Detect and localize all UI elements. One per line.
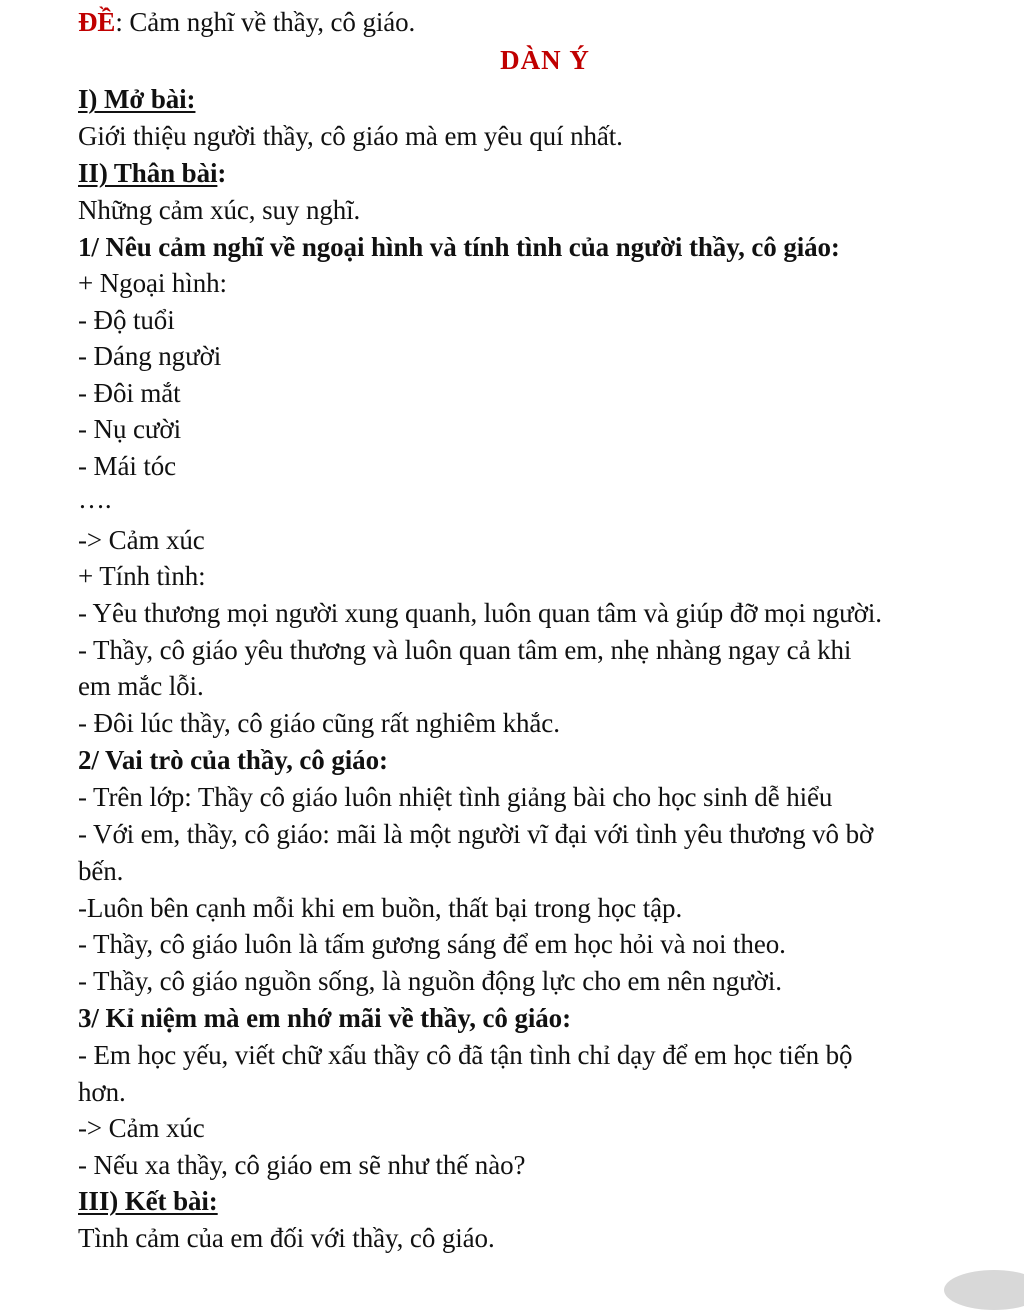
tinh-tinh-line-2: - Thầy, cô giáo yêu thương và luôn quan tâm em, nhẹ nhàng ngay cả khi	[78, 635, 852, 665]
corner-shadow	[944, 1270, 1024, 1310]
mo-bai-text: Giới thiệu người thầy, cô giáo mà em yêu quí nhất.	[78, 121, 623, 151]
vai-tro-line-2: - Với em, thầy, cô giáo: mãi là một người vĩ đại với tình yêu thương vô bờ	[78, 819, 874, 849]
than-bai-heading-text: II) Thân bài	[78, 158, 218, 188]
assignment-topic: : Cảm nghĩ về thầy, cô giáo.	[115, 7, 416, 37]
than-bai-heading	[78, 157, 226, 189]
list-item: - Độ tuổi	[78, 305, 175, 335]
vai-tro-line-2-cont: bến.	[78, 856, 124, 886]
ki-niem-line-1: - Em học yếu, viết chữ xấu thầy cô đã tận tình chỉ dạy để em học tiến bộ	[78, 1040, 853, 1070]
section-2-heading: 2/ Vai trò của thầy, cô giáo:	[78, 745, 388, 775]
vai-tro-line-4: - Thầy, cô giáo luôn là tấm gương sáng để em học hỏi và noi theo.	[78, 929, 786, 959]
vai-tro-line-5: - Thầy, cô giáo nguồn sống, là nguồn động lực cho em nên người.	[78, 966, 782, 996]
outline-title: DÀN Ý	[500, 45, 590, 75]
assignment-line	[78, 6, 415, 38]
ellipsis: ….	[78, 484, 112, 514]
ki-niem-line-1-cont: hơn.	[78, 1077, 126, 1107]
cam-xuc-2: -> Cảm xúc	[78, 1113, 205, 1143]
tinh-tinh-line-2-cont: em mắc lỗi.	[78, 671, 204, 701]
than-bai-intro: Những cảm xúc, suy nghĩ.	[78, 195, 361, 225]
list-item: - Mái tóc	[78, 451, 177, 481]
cam-xuc-1: -> Cảm xúc	[78, 525, 205, 555]
tinh-tinh-line-3: - Đôi lúc thầy, cô giáo cũng rất nghiêm khắc.	[78, 708, 560, 738]
vai-tro-line-1: - Trên lớp: Thầy cô giáo luôn nhiệt tình giảng bài cho học sinh dễ hiểu	[78, 782, 833, 812]
vai-tro-line-3: -Luôn bên cạnh mỗi khi em buồn, thất bại trong học tập.	[78, 893, 683, 923]
tinh-tinh-label: + Tính tình:	[78, 561, 206, 591]
list-item: - Đôi mắt	[78, 378, 181, 408]
section-1-heading: 1/ Nêu cảm nghĩ về ngoại hình và tính tình của người thầy, cô giáo:	[78, 232, 840, 262]
ngoai-hinh-label: + Ngoại hình:	[78, 268, 227, 298]
list-item: - Nụ cười	[78, 414, 181, 444]
list-item: - Dáng người	[78, 341, 222, 371]
ket-bai-heading: III) Kết bài:	[78, 1186, 218, 1216]
ket-bai-text: Tình cảm của em đối với thầy, cô giáo.	[78, 1223, 495, 1253]
mo-bai-heading: I) Mở bài:	[78, 84, 196, 114]
ki-niem-line-2: - Nếu xa thầy, cô giáo em sẽ như thế nào?	[78, 1150, 526, 1180]
section-3-heading: 3/ Kỉ niệm mà em nhớ mãi về thầy, cô giáo:	[78, 1003, 571, 1033]
than-bai-heading-colon: :	[217, 158, 227, 188]
tinh-tinh-line-1: - Yêu thương mọi người xung quanh, luôn quan tâm và giúp đỡ mọi người.	[78, 598, 882, 628]
de-label: ĐỀ	[78, 7, 116, 37]
